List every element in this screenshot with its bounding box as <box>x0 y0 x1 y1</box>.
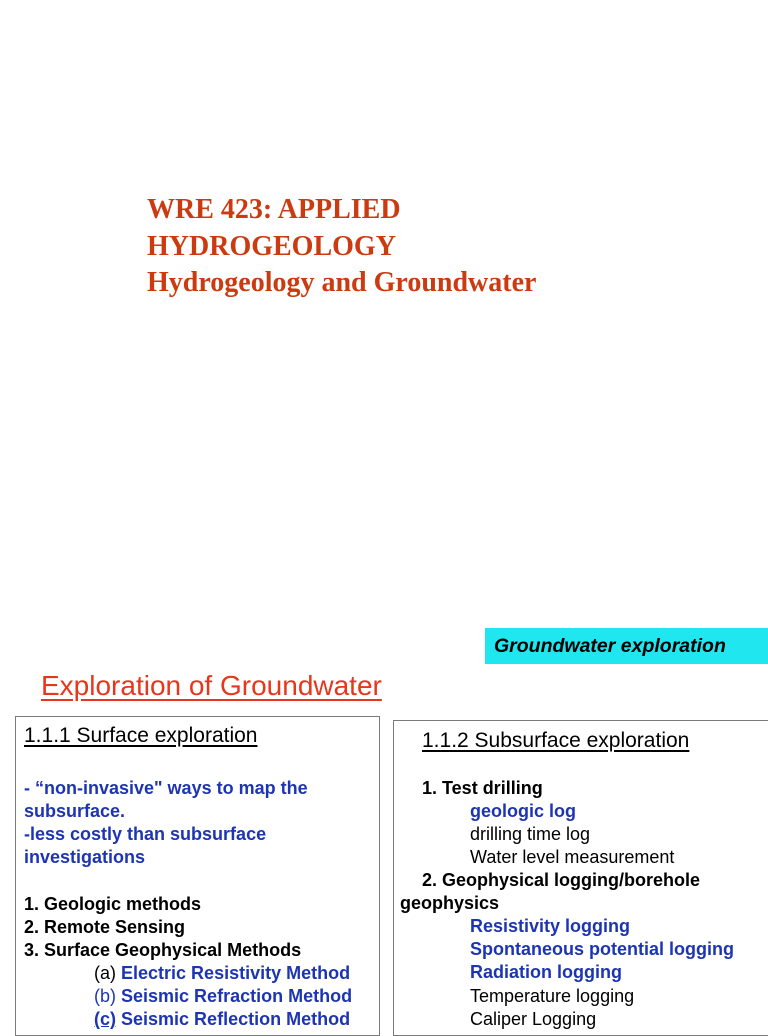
method-item-3: 3. Surface Geophysical Methods <box>24 940 302 960</box>
water-level-measurement: Water level measurement <box>470 847 675 867</box>
method-item-1: 1. Geologic methods <box>24 894 202 914</box>
geophysical-method-a <box>94 962 350 985</box>
course-title <box>147 192 536 302</box>
subsurface-exploration-title: 1.1.2 Subsurface exploration <box>422 729 690 752</box>
method-b-marker: (b) <box>94 986 116 1006</box>
surface-exploration-title: 1.1.1 Surface exploration <box>24 724 258 747</box>
caliper-logging: Caliper Logging <box>470 1009 597 1029</box>
resistivity-logging: Resistivity logging <box>470 916 631 936</box>
subsurface-exploration-box <box>393 720 768 1036</box>
radiation-logging: Radiation logging <box>470 962 622 982</box>
method-a-label: Electric Resistivity Method <box>121 963 351 983</box>
geophysical-method-c <box>94 1008 350 1031</box>
geophysical-method-b <box>94 985 352 1008</box>
section-badge: Groundwater exploration <box>485 628 768 664</box>
method-a-marker: (a) <box>94 963 116 983</box>
method-c-marker: (c) <box>94 1009 116 1029</box>
geophysical-logging-item-cont: geophysics <box>400 893 500 913</box>
test-drilling-item: 1. Test drilling <box>422 778 543 798</box>
slide-heading: Exploration of Groundwater <box>41 670 382 701</box>
spontaneous-potential-logging: Spontaneous potential logging <box>470 939 734 959</box>
method-item-2: 2. Remote Sensing <box>24 917 186 937</box>
method-b-label: Seismic Refraction Method <box>121 986 353 1006</box>
method-c-label: Seismic Reflection Method <box>121 1009 351 1029</box>
temperature-logging: Temperature logging <box>470 986 635 1006</box>
geologic-log: geologic log <box>470 801 576 821</box>
course-title-line-3: Hydrogeology and Groundwater <box>147 267 537 298</box>
course-title-line-2: HYDROGEOLOGY <box>147 230 396 262</box>
surface-desc-line-4: investigations <box>24 847 146 867</box>
geophysical-logging-item: 2. Geophysical logging/borehole <box>422 870 701 890</box>
surface-exploration-box <box>15 716 380 1036</box>
drilling-time-log: drilling time log <box>470 824 591 844</box>
surface-desc-line-2: subsurface. <box>24 801 126 821</box>
course-title-line-1: WRE 423: APPLIED <box>147 194 401 225</box>
surface-desc-line-3: -less costly than subsurface <box>24 824 267 844</box>
surface-desc-line-1: - “non-invasive" ways to map the <box>24 778 308 798</box>
